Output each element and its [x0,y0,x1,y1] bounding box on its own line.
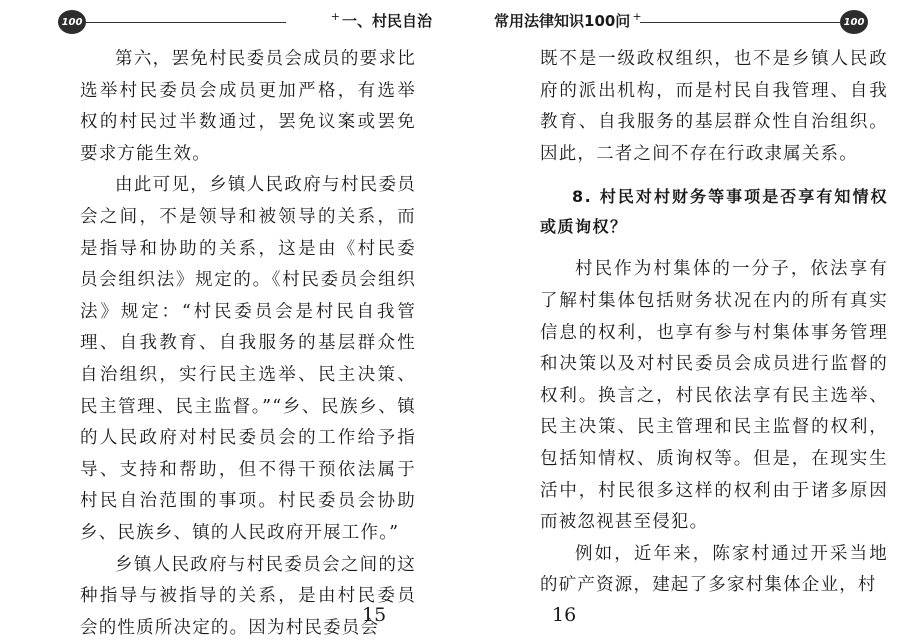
right-body-text [540,44,888,602]
series-logo-badge: 100 [840,10,868,34]
paragraph: 第六，罢免村民委员会成员的要求比选举村民委员会成员更加严格，有选举权的村民过半数通过，罢免议案或罢免要求方能生效。 [80,44,416,170]
header-rule [640,22,840,23]
left-body-text [80,44,416,644]
chapter-title [329,10,432,31]
book-title-text: 常用法律知识100问 [494,12,630,30]
right-page [462,0,924,640]
left-running-header [58,8,436,32]
paragraph: 由此可见，乡镇人民政府与村民委员会之间，不是领导和被领导的关系，而是指导和协助的关系，这是由《村民委员会组织法》规定的。《村民委员会组织法》规定：“村民委员会是村民自我管理、自我教育、自我服务的基层群众性自治组织，实行民主选举、民主决策、民主管理、民主监督。”“乡、民族乡、镇的人民政府对村民委员会的工作给予指导、支持和帮助，但不得干预依法属于村民自治范围的事项。村民委员会协助乡、民族乡、镇的人民政府开展工作。” [80,170,416,549]
question-heading: 8. 村民对村财务等事项是否享有知情权或质询权？ [540,182,888,242]
left-page [0,0,462,640]
header-rule [84,22,286,23]
paragraph: 村民作为村集体的一分子，依法享有了解村集体包括财务状况在内的所有真实信息的权利，也享有参与村集体事务管理和决策以及对村民委员会成员进行监督的权利。换言之，村民依法享有民主选举、民主决策、民主管理和民主监督的权利，包括知情权、质询权等。但是，在现实生活中，村民很多这样的权利由于诸多原因而被忽视甚至侵犯。 [540,254,888,538]
continued-paragraph: 既不是一级政权组织，也不是乡镇人民政府的派出机构，而是村民自我管理、自我教育、自我服务的基层群众性自治组织。因此，二者之间不存在行政隶属关系。 [540,44,888,170]
book-title [494,10,644,31]
paragraph: 例如，近年来，陈家村通过开采当地的矿产资源，建起了多家村集体企业，村 [540,539,888,602]
page-number: 15 [362,604,386,626]
header-plus-mark: + [331,10,340,23]
page-number: 16 [552,604,576,626]
header-plus-mark: + [632,10,641,23]
series-logo-badge: 100 [58,10,86,34]
paragraph: 乡镇人民政府与村民委员会之间的这种指导与被指导的关系，是由村民委员会的性质所决定的。因为村民委员会 [80,550,416,644]
chapter-title-text: 一、村民自治 [342,12,432,30]
right-running-header [492,8,872,32]
